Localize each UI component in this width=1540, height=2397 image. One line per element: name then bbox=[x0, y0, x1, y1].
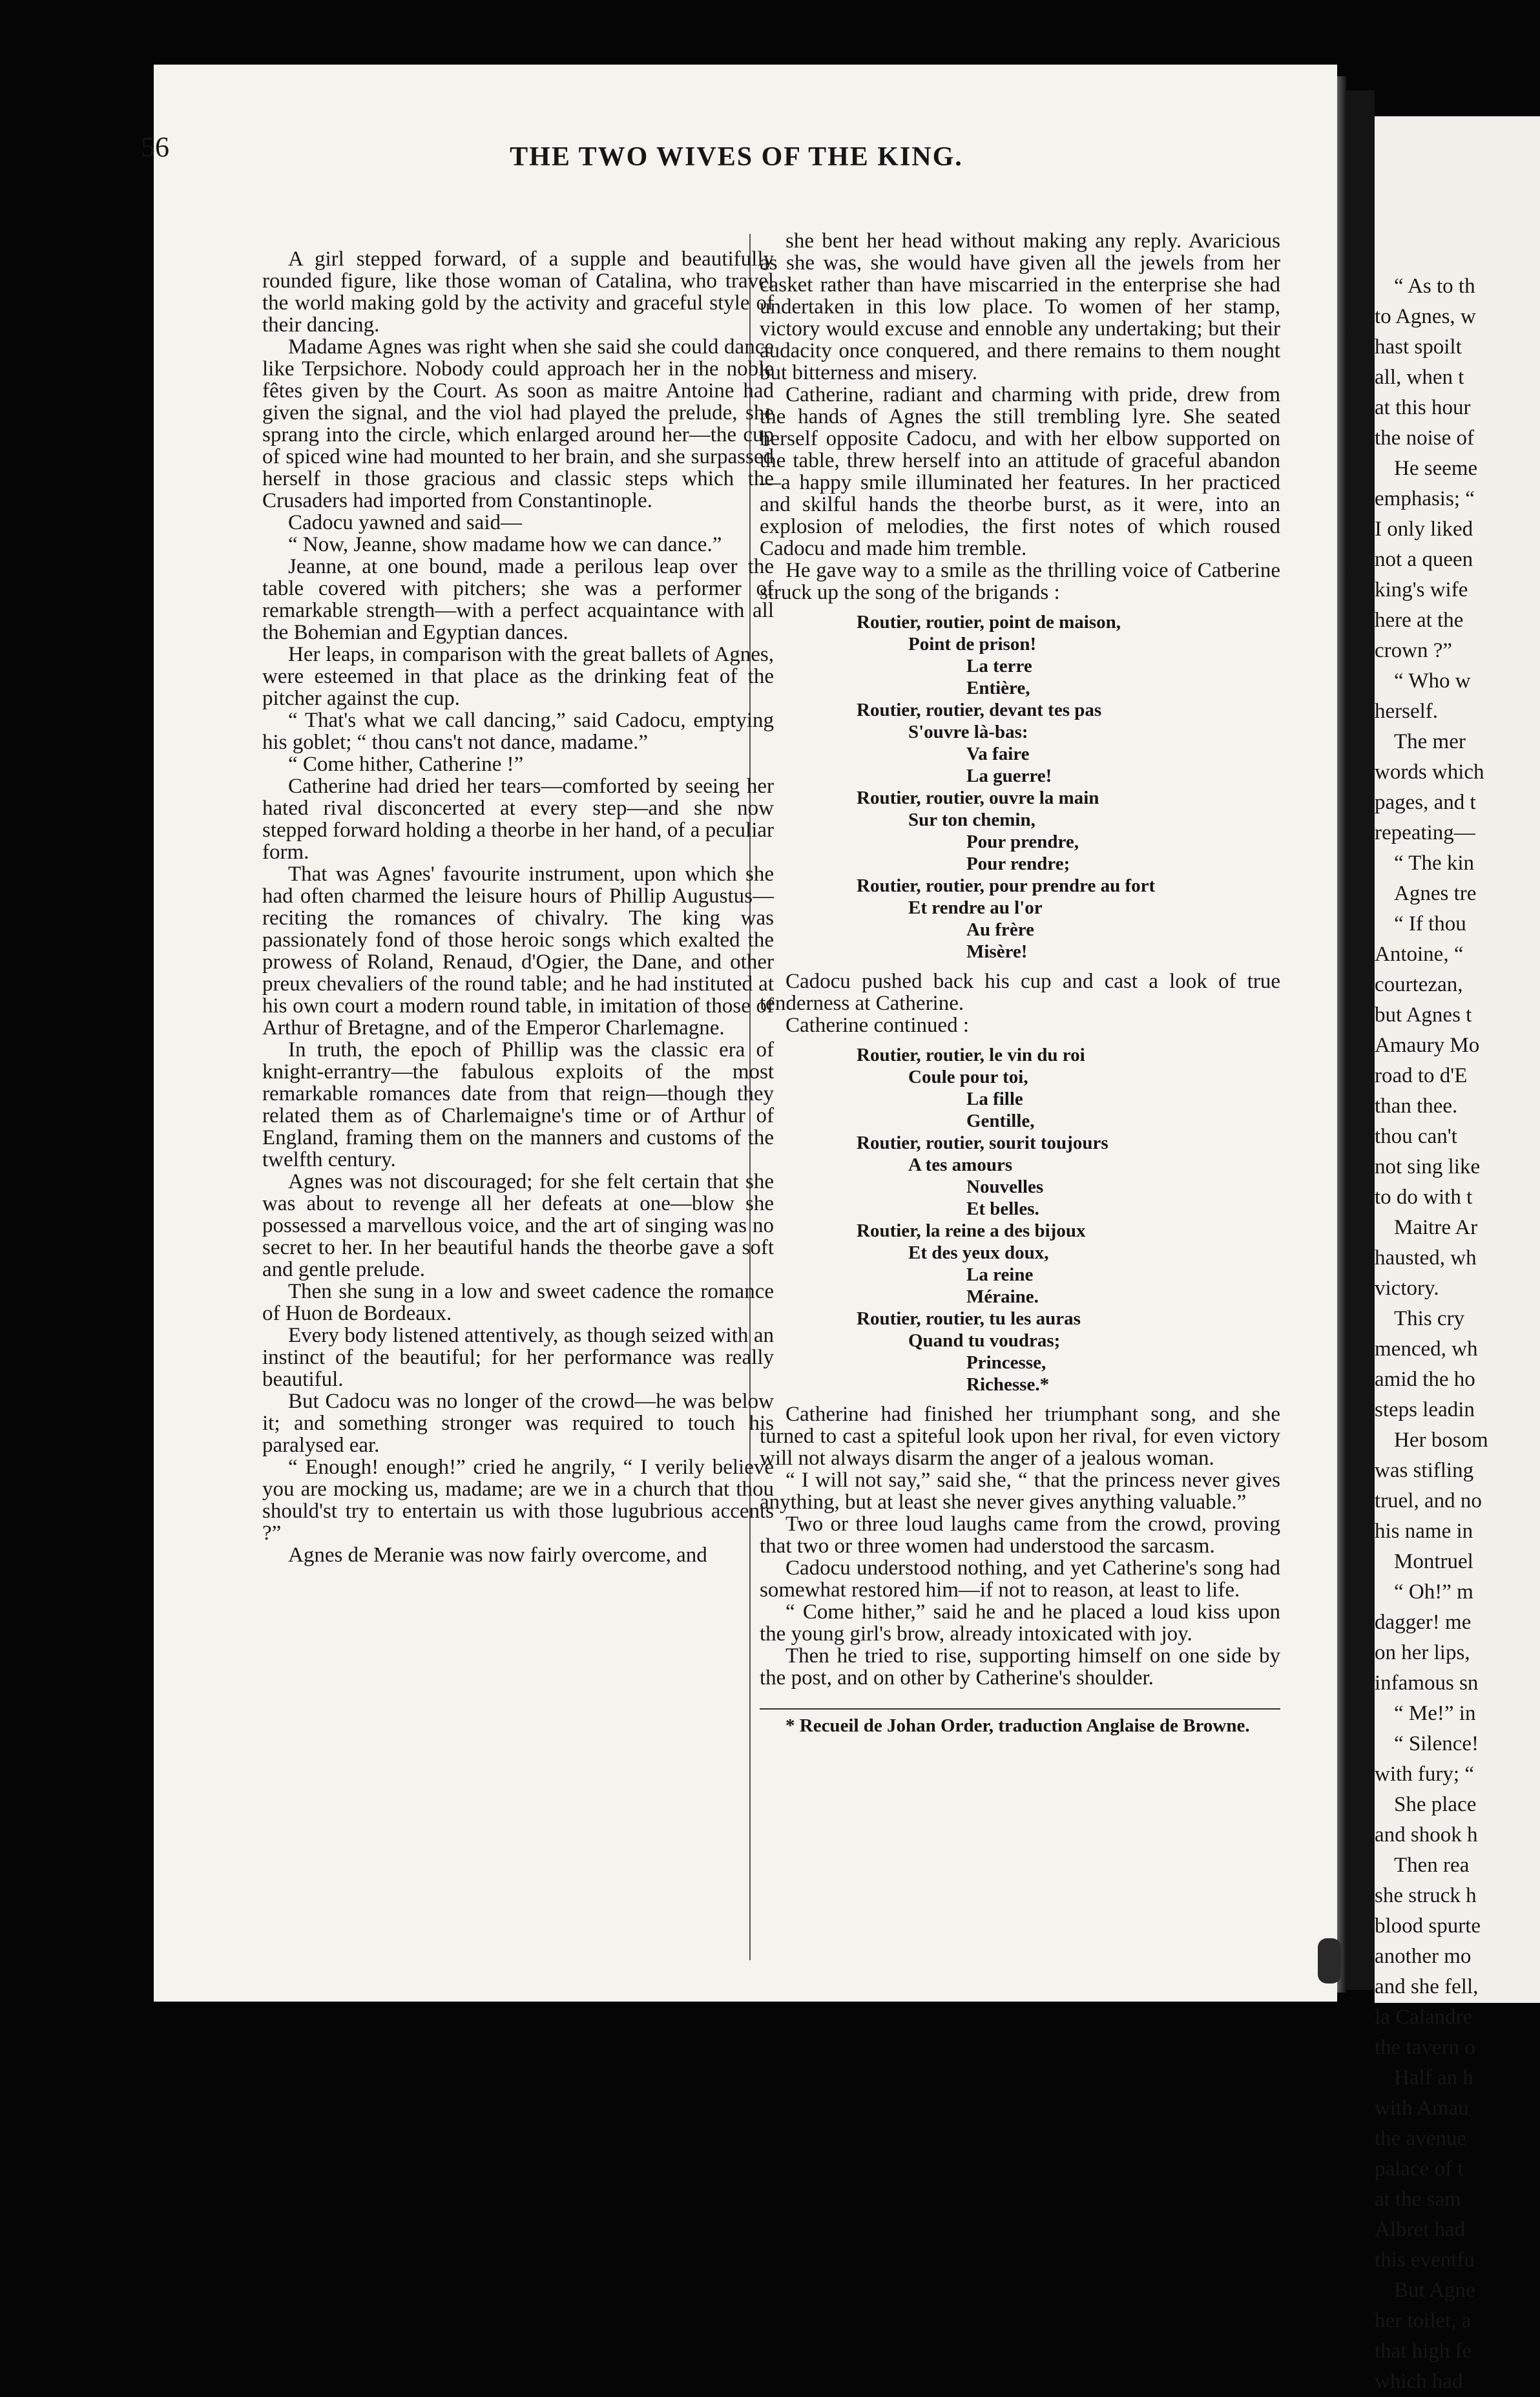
paragraph: Two or three loud laughs came from the crowd, proving that two or three women had understood the sarcasm. bbox=[760, 1513, 1280, 1558]
facing-page-line: This cry bbox=[1394, 1307, 1465, 1330]
facing-page-line: herself. bbox=[1375, 700, 1439, 723]
song-line: Routier, routier, ouvre la main bbox=[857, 788, 1099, 808]
facing-page-line: at this hour bbox=[1375, 396, 1471, 419]
facing-page-line: hausted, wh bbox=[1375, 1246, 1477, 1270]
facing-page-line: But Agne bbox=[1394, 2279, 1475, 2302]
paragraph: “ Enough! enough!” cried he angrily, “ I verily believe you are mocking us, madame; are we in a church that thou should'st try to entertain us with those lugubrious accents ?” bbox=[262, 1456, 774, 1545]
right-column-outro bbox=[760, 1403, 1280, 1689]
facing-page-line: king's wife bbox=[1375, 578, 1468, 602]
song-line: Richesse.* bbox=[966, 1374, 1050, 1395]
song-line: Routier, la reine a des bijoux bbox=[857, 1220, 1086, 1241]
facing-page-line: to do with t bbox=[1375, 1186, 1473, 1209]
facing-page-line: and shook h bbox=[1375, 1823, 1478, 1847]
facing-page-line: She place bbox=[1394, 1793, 1477, 1816]
facing-page-line: another mo bbox=[1375, 1945, 1472, 1968]
song-line: Routier, routier, sourit toujours bbox=[857, 1133, 1108, 1153]
right-column-intro bbox=[760, 230, 1280, 603]
paragraph: Then he tried to rise, supporting himself on one side by the post, and on other by Catherine's shoulder. bbox=[760, 1644, 1280, 1690]
facing-page-line: words which bbox=[1375, 760, 1484, 784]
song-line: Et rendre au l'or bbox=[908, 897, 1043, 918]
facing-page-line: Albret had bbox=[1375, 2218, 1466, 2241]
paragraph: Her leaps, in comparison with the great ballets of Agnes, were esteemed in that place as the drinking feat of the pitcher against the cup. bbox=[262, 643, 774, 710]
facing-page-line: truel, and no bbox=[1375, 1489, 1482, 1513]
song-line: Méraine. bbox=[966, 1286, 1039, 1307]
facing-page-line: the avenue bbox=[1375, 2127, 1467, 2150]
paragraph: Cadocu pushed back his cup and cast a look of true tenderness at Catherine. bbox=[760, 970, 1280, 1015]
paragraph: Catherine continued : bbox=[786, 1014, 970, 1037]
paragraph: “ That's what we call dancing,” said Cadocu, emptying his goblet; “ thou cans't not dance, madame.” bbox=[262, 709, 774, 754]
right-column bbox=[760, 230, 1280, 1735]
paragraph: He gave way to a smile as the thrilling voice of Catberine struck up the song of the brigands : bbox=[760, 559, 1280, 604]
brigand-song-second bbox=[760, 1044, 1280, 1396]
facing-page-line: infamous sn bbox=[1375, 1671, 1479, 1695]
paragraph: “ I will not say,” said she, “ that the princess never gives anything, but at least she never gives anything valuable.” bbox=[760, 1469, 1280, 1514]
song-line: La reine bbox=[966, 1264, 1034, 1285]
facing-page-line: “ Silence! bbox=[1394, 1732, 1479, 1755]
facing-page-line: with fury; “ bbox=[1375, 1763, 1474, 1786]
facing-page-line: The mer bbox=[1394, 730, 1466, 753]
song-line: Quand tu voudras; bbox=[908, 1330, 1061, 1351]
facing-page-line: pages, and t bbox=[1375, 791, 1476, 814]
facing-page-line: Antoine, “ bbox=[1375, 943, 1464, 966]
song-line: Sur ton chemin, bbox=[908, 810, 1035, 830]
facing-page-line: menced, wh bbox=[1375, 1337, 1478, 1361]
facing-page-line: “ As to th bbox=[1394, 275, 1475, 298]
paragraph: “ Come hither, Catherine !” bbox=[288, 753, 524, 776]
ink-blot bbox=[1318, 1938, 1341, 1984]
facing-page-line: courtezan, bbox=[1375, 973, 1463, 996]
facing-page-line: amid the ho bbox=[1375, 1368, 1475, 1391]
facing-page-line: “ Who w bbox=[1394, 669, 1471, 693]
facing-page-line: “ Oh!” m bbox=[1394, 1580, 1473, 1604]
paragraph: Catherine had dried her tears—comforted by seeing her hated rival disconcerted at every step—and she now stepped forward holding a theorbe in her hand, of a peculiar form. bbox=[262, 775, 774, 864]
song-line: Entière, bbox=[966, 678, 1030, 698]
paragraph: Catherine, radiant and charming with pride, drew from the hands of Agnes the still trembling lyre. She seated herself opposite Cadocu, and with her elbow supported on the table, threw herself into an attitude of graceful abandon—a happy smile illuminated her features. In her practiced and skilful hands the theorbe burst, as it were, into an explosion of melodies, the first notes of which roused Cadocu and made him tremble. bbox=[760, 383, 1280, 560]
song-line: Va faire bbox=[966, 744, 1030, 764]
facing-page-line: which had bbox=[1375, 2370, 1463, 2393]
facing-page-line: la Calandre bbox=[1375, 2005, 1473, 2029]
facing-page-line: on her lips, bbox=[1375, 1641, 1470, 1664]
song-line: Princesse, bbox=[966, 1352, 1046, 1373]
facing-page-line: emphasis; “ bbox=[1375, 487, 1475, 510]
facing-page-line: to Agnes, w bbox=[1375, 305, 1476, 328]
facing-page-line: Maitre Ar bbox=[1394, 1216, 1478, 1239]
paragraph: Cadocu yawned and said— bbox=[288, 511, 522, 534]
facing-page-line: his name in bbox=[1375, 1520, 1473, 1543]
paragraph: Agnes de Meranie was now fairly overcome, and bbox=[288, 1544, 707, 1567]
paragraph: Then she sung in a low and sweet cadence the romance of Huon de Bordeaux. bbox=[262, 1280, 774, 1325]
facing-page-text bbox=[1375, 271, 1530, 2397]
paragraph: Every body listened attentively, as though seized with an instinct of the beautiful; for her performance was really beautiful. bbox=[262, 1324, 774, 1391]
song-line: Routier, routier, devant tes pas bbox=[857, 700, 1102, 720]
paragraph: In truth, the epoch of Phillip was the classic era of knight-errantry—the fabulous exploits of the most remarkable romances date from that reign—though they related them as of Charlemaigne's time or of Arthur of England, framing them on the manners and customs of the twelfth century. bbox=[262, 1038, 774, 1171]
paragraph: That was Agnes' favourite instrument, upon which she had often charmed the leisure hours of Phillip Augustus—reciting the romances of chivalry. The king was passionately fond of those heroic songs which exalted the prowess of Roland, Renaud, d'Ogier, the Dane, and other preux chevaliers of the round table; and he had instituted at his own court a modern round table, in imitation of those of Arthur of Bretagne, and of the Emperor Charlemagne. bbox=[262, 863, 774, 1040]
paragraph: Madame Agnes was right when she said she could dance like Terpsichore. Nobody could approach her in the noble fêtes given by the Court. As soon as maitre Antoine had given the signal, and the viol had played the prelude, she sprang into the circle, which enlarged around her—the cup of spiced wine had mounted to her brain, and she surpassed herself in those gracious and classic steps which the Crusaders had imported from Constantinople. bbox=[262, 335, 774, 512]
song-line: Routier, routier, le vin du roi bbox=[857, 1045, 1085, 1065]
facing-page-line: I only liked bbox=[1375, 518, 1473, 541]
song-line: Nouvelles bbox=[966, 1177, 1044, 1197]
song-line: Pour rendre; bbox=[966, 853, 1070, 874]
facing-page-line: blood spurte bbox=[1375, 1914, 1481, 1938]
facing-page-line: He seeme bbox=[1394, 457, 1478, 480]
facing-page-line: all, when t bbox=[1375, 366, 1464, 389]
facing-page-line: Amaury Mo bbox=[1375, 1034, 1480, 1057]
facing-page-line: “ If thou bbox=[1394, 912, 1466, 936]
song-line: Misère! bbox=[966, 941, 1028, 962]
song-line: Et des yeux doux, bbox=[908, 1242, 1049, 1263]
brigand-song-first bbox=[760, 611, 1280, 963]
footnote: * Recueil de Johan Order, traduction Anglaise de Browne. bbox=[786, 1715, 1250, 1736]
song-line: Et belles. bbox=[966, 1198, 1039, 1219]
song-line: Gentille, bbox=[966, 1111, 1035, 1131]
facing-page-line: but Agnes t bbox=[1375, 1003, 1472, 1027]
paragraph: But Cadocu was no longer of the crowd—he was below it; and something stronger was required to touch his paralysed ear. bbox=[262, 1390, 774, 1457]
song-line: Routier, routier, point de maison, bbox=[857, 612, 1121, 633]
paragraph: Jeanne, at one bound, made a perilous leap over the table covered with pitchers; she was a performer of remarkable strength—with a perfect acquaintance with all the Bohemian and Egyptian dances. bbox=[262, 555, 774, 644]
song-line: Au frère bbox=[966, 919, 1034, 940]
facing-page-line: the noise of bbox=[1375, 426, 1474, 450]
facing-page-line: hast spoilt bbox=[1375, 335, 1462, 359]
facing-page-line: thou can't bbox=[1375, 1125, 1457, 1148]
facing-page-line: “ Me!” in bbox=[1394, 1702, 1476, 1725]
page-edge-shadow bbox=[1337, 76, 1346, 1993]
song-line: Routier, routier, pour prendre au fort bbox=[857, 875, 1156, 896]
facing-page-line: and she fell, bbox=[1375, 1975, 1479, 1998]
paragraph: Cadocu understood nothing, and yet Catherine's song had somewhat restored him—if not to reason, at least to life. bbox=[760, 1556, 1280, 1602]
right-column-middle bbox=[760, 970, 1280, 1036]
facing-page-line: that high fe bbox=[1375, 2339, 1472, 2363]
facing-page-line: Half an h bbox=[1394, 2066, 1473, 2089]
paragraph: A girl stepped forward, of a supple and beautifully rounded figure, like those woman of Catalina, who travel the world making gold by the activity and graceful style of their dancing. bbox=[262, 247, 774, 337]
page-number: 56 bbox=[141, 131, 169, 163]
facing-page-line: with Amau bbox=[1375, 2097, 1469, 2120]
running-title: THE TWO WIVES OF THE KING. bbox=[510, 142, 963, 172]
song-line: La terre bbox=[966, 656, 1032, 676]
facing-page-line: repeating— bbox=[1375, 821, 1475, 844]
song-line: Routier, routier, tu les auras bbox=[857, 1308, 1081, 1329]
song-line: Pour prendre, bbox=[966, 832, 1079, 852]
facing-page-line: palace of t bbox=[1375, 2157, 1464, 2181]
facing-page-line: road to d'E bbox=[1375, 1064, 1468, 1087]
book-gutter bbox=[1346, 90, 1375, 1990]
facing-page-line: this eventfu bbox=[1375, 2248, 1475, 2272]
facing-page bbox=[1375, 116, 1540, 2393]
facing-page-line: crown ?” bbox=[1375, 639, 1453, 662]
paragraph: “ Come hither,” said he and he placed a loud kiss upon the young girl's brow, already intoxicated with joy. bbox=[760, 1600, 1280, 1646]
paragraph: Catherine had finished her triumphant song, and she turned to cast a spiteful look upon her rival, for even victory will not always disarm the anger of a jealous woman. bbox=[760, 1403, 1280, 1470]
facing-page-line: not a queen bbox=[1375, 548, 1473, 571]
paragraph: “ Now, Jeanne, show madame how we can dance.” bbox=[288, 533, 722, 556]
facing-page-line: her toilet, a bbox=[1375, 2309, 1472, 2332]
left-column bbox=[262, 248, 774, 1566]
song-line: A tes amours bbox=[908, 1155, 1013, 1175]
facing-page-line: Her bosom bbox=[1394, 1429, 1488, 1452]
facing-page-line: Montruel bbox=[1394, 1550, 1473, 1573]
facing-page-line: Agnes tre bbox=[1394, 882, 1477, 905]
song-line: Coule pour toi, bbox=[908, 1067, 1028, 1087]
song-line: La fille bbox=[966, 1089, 1023, 1109]
facing-page-line: “ The kin bbox=[1394, 852, 1475, 875]
facing-page-line: the tavern o bbox=[1375, 2036, 1475, 2059]
facing-page-line: steps leadin bbox=[1375, 1398, 1475, 1421]
paragraph: Agnes was not discouraged; for she felt certain that she was about to revenge all her defeats at one—blow she possessed a marvellous voice, and the art of singing was no secret to her. In her beautiful hands the theorbe gave a soft and gentle prelude. bbox=[262, 1170, 774, 1281]
facing-page-line: Then rea bbox=[1394, 1854, 1470, 1877]
song-line: La guerre! bbox=[966, 766, 1052, 786]
facing-page-line: victory. bbox=[1375, 1277, 1439, 1300]
facing-page-line: at the sam bbox=[1375, 2188, 1461, 2211]
facing-page-line: was stifling bbox=[1375, 1459, 1474, 1482]
facing-page-line: here at the bbox=[1375, 609, 1464, 632]
song-line: S'ouvre là-bas: bbox=[908, 722, 1028, 742]
song-line: Point de prison! bbox=[908, 634, 1037, 654]
facing-page-line: she struck h bbox=[1375, 1884, 1477, 1907]
footnote-rule bbox=[760, 1708, 1280, 1710]
facing-page-line: not sing like bbox=[1375, 1155, 1481, 1178]
facing-page-line: than thee. bbox=[1375, 1094, 1458, 1118]
facing-page-line: dagger! me bbox=[1375, 1611, 1472, 1634]
paragraph: she bent her head without making any reply. Avaricious as she was, she would have given all the jewels from her casket rather than have miscarried in the enterprise she had undertaken in this low place. To women of her stamp, victory would excuse and ennoble any undertaking; but their audacity once conquered, and there remains to them nought but bitterness and misery. bbox=[760, 229, 1280, 384]
